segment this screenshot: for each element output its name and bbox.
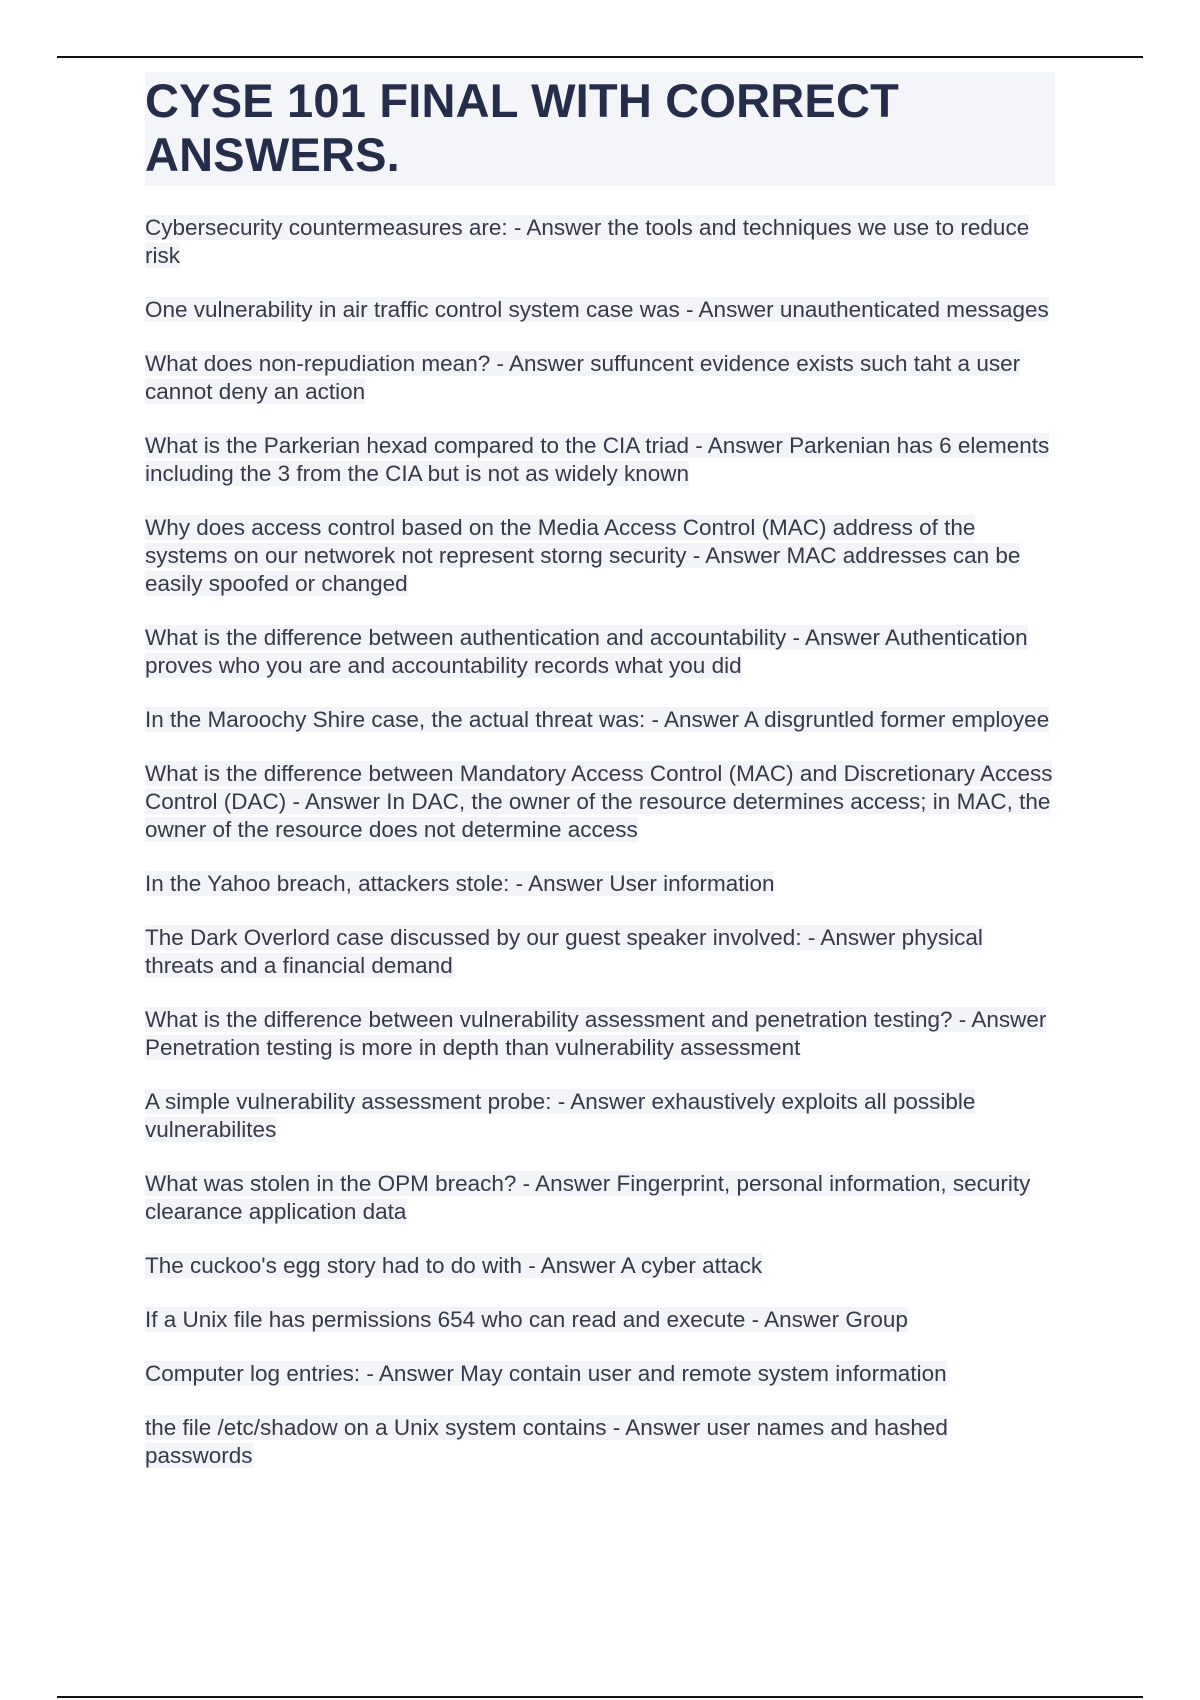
qa-text: Computer log entries: - Answer May contain user and remote system information (145, 1361, 947, 1386)
qa-item (145, 870, 1055, 898)
qa-item (145, 1088, 1055, 1144)
qa-text: In the Yahoo breach, attackers stole: - Answer User information (145, 871, 775, 896)
qa-text: Cybersecurity countermeasures are: - Answer the tools and techniques we use to reduce risk (145, 215, 1030, 268)
qa-text: What is the difference between Mandatory Access Control (MAC) and Discretionary Access Control (DAC) - Answer In DAC, the owner of the resource determines access; in MAC, the owner of the resource does not determine access (145, 761, 1053, 842)
qa-text: The Dark Overlord case discussed by our guest speaker involved: - Answer physical threats and a financial demand (145, 925, 983, 978)
qa-item (145, 1306, 1055, 1334)
qa-text: What is the Parkerian hexad compared to the CIA triad - Answer Parkenian has 6 elements including the 3 from the CIA but is not as widely known (145, 433, 1050, 486)
qa-item (145, 514, 1055, 598)
document-body (145, 72, 1055, 1496)
qa-text: the file /etc/shadow on a Unix system contains - Answer user names and hashed passwords (145, 1415, 948, 1468)
qa-item (145, 760, 1055, 844)
document-title: CYSE 101 FINAL WITH CORRECT ANSWERS. (145, 74, 900, 181)
qa-text: What was stolen in the OPM breach? - Answer Fingerprint, personal information, security clearance application data (145, 1171, 1031, 1224)
qa-item (145, 1414, 1055, 1470)
title-block (145, 72, 1055, 186)
qa-text: One vulnerability in air traffic control system case was - Answer unauthenticated messages (145, 297, 1049, 322)
top-rule (57, 56, 1143, 58)
qa-list (145, 214, 1055, 1470)
qa-item (145, 1252, 1055, 1280)
qa-item (145, 924, 1055, 980)
qa-item (145, 214, 1055, 270)
qa-item (145, 350, 1055, 406)
qa-item (145, 706, 1055, 734)
qa-text: A simple vulnerability assessment probe: - Answer exhaustively exploits all possible vulnerabilites (145, 1089, 976, 1142)
qa-item (145, 1360, 1055, 1388)
qa-text: The cuckoo's egg story had to do with - Answer A cyber attack (145, 1253, 763, 1278)
qa-text: In the Maroochy Shire case, the actual threat was: - Answer A disgruntled former employee (145, 707, 1050, 732)
qa-item (145, 432, 1055, 488)
qa-item (145, 1170, 1055, 1226)
qa-text: What is the difference between vulnerability assessment and penetration testing? - Answer Penetration testing is more in depth than vulnerability assessment (145, 1007, 1047, 1060)
qa-text: Why does access control based on the Media Access Control (MAC) address of the systems on our networek not represent storng security - Answer MAC addresses can be easily spoofed or changed (145, 515, 1021, 596)
qa-item (145, 1006, 1055, 1062)
qa-text: If a Unix file has permissions 654 who can read and execute - Answer Group (145, 1307, 908, 1332)
qa-item (145, 624, 1055, 680)
qa-text: What is the difference between authentication and accountability - Answer Authentication proves who you are and accountability records what you did (145, 625, 1028, 678)
qa-text: What does non-repudiation mean? - Answer suffuncent evidence exists such taht a user cannot deny an action (145, 351, 1021, 404)
qa-item (145, 296, 1055, 324)
bottom-rule (57, 1696, 1143, 1698)
